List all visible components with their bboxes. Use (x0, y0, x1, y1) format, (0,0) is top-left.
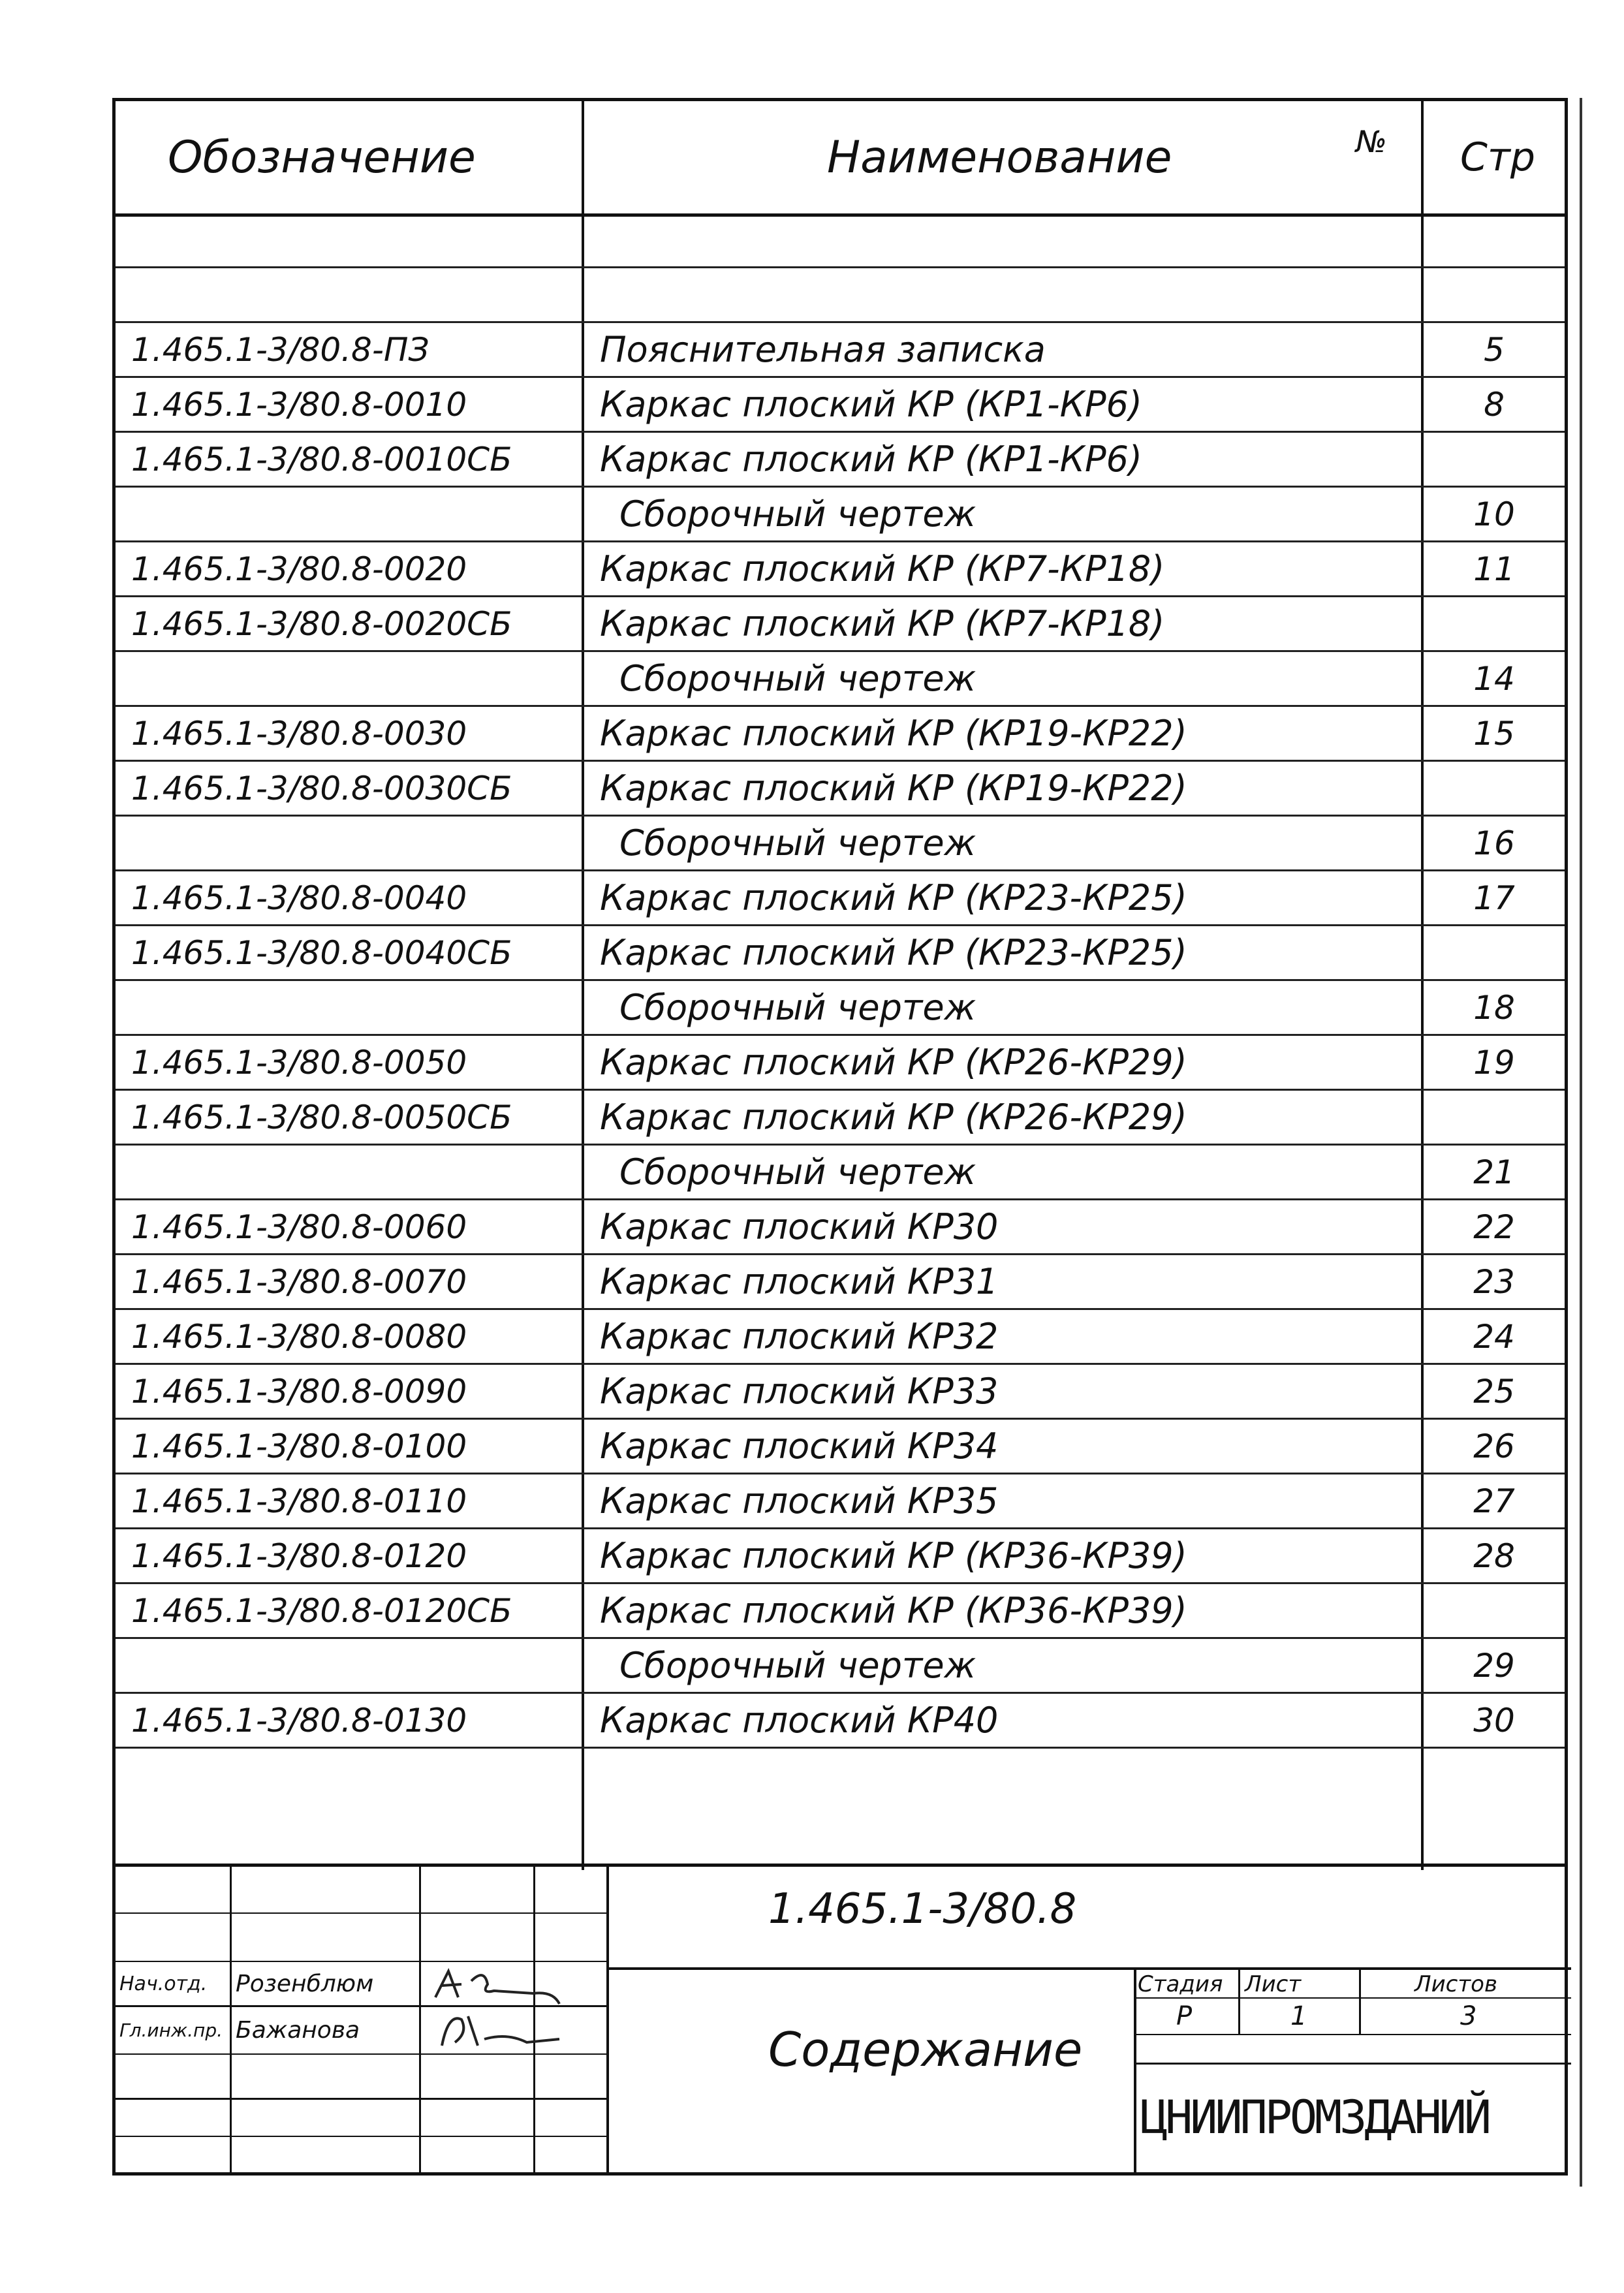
table-row (116, 1584, 1565, 1639)
row-code: 1.465.1-3/80.8-0050 (131, 1043, 467, 1082)
table-row (116, 1146, 1565, 1200)
row-name: Каркас плоский КР (КР26-КР29) (600, 1042, 1187, 1083)
table-row (116, 652, 1565, 707)
contents-table (116, 213, 1565, 1749)
row-page: 17 (1473, 879, 1515, 917)
table-header (116, 101, 1565, 217)
person-rosenblum: Розенблюм (236, 1970, 374, 1997)
row-name: Каркас плоский КР (КР36-КР39) (600, 1590, 1187, 1631)
row-page: 21 (1473, 1153, 1515, 1191)
row-page (1435, 597, 1553, 650)
row-name: Каркас плоский КР34 (600, 1426, 999, 1467)
row-name: Каркас плоский КР40 (600, 1700, 999, 1741)
row-name (600, 213, 1540, 266)
row-page: 25 (1473, 1372, 1515, 1411)
row-page: 30 (1473, 1701, 1515, 1739)
table-row (116, 542, 1565, 597)
row-name: Каркас плоский КР35 (600, 1480, 999, 1521)
stage-label: Стадия (1138, 1971, 1223, 1997)
row-page: 27 (1473, 1482, 1515, 1520)
row-code (131, 817, 582, 869)
row-name: Сборочный чертеж (619, 658, 976, 699)
row-page: 24 (1473, 1317, 1515, 1356)
table-row (116, 1310, 1565, 1365)
table-row (116, 1255, 1565, 1310)
table-row (116, 1420, 1565, 1474)
table-row (116, 1474, 1565, 1529)
row-code: 1.465.1-3/80.8-0070 (131, 1262, 467, 1301)
table-row (116, 1639, 1565, 1694)
row-code: 1.465.1-3/80.8-0010 (131, 385, 467, 424)
row-name: Каркас плоский КР32 (600, 1316, 999, 1357)
title-block (116, 1864, 1565, 2172)
row-code (131, 213, 582, 266)
row-code: 1.465.1-3/80.8-0120СБ (131, 1591, 512, 1630)
page-header: Стр (1460, 134, 1535, 180)
role-head-of-department: Нач.отд. (119, 1972, 208, 1995)
row-name: Каркас плоский КР (КР36-КР39) (600, 1535, 1187, 1576)
row-page (1435, 926, 1553, 979)
table-row (116, 926, 1565, 981)
sheets-value: 3 (1460, 2001, 1477, 2031)
table-row (116, 817, 1565, 871)
table-row (116, 1529, 1565, 1584)
table-row (116, 268, 1565, 323)
table-row (116, 1036, 1565, 1091)
table-row (116, 433, 1565, 488)
row-page: 8 (1484, 385, 1505, 424)
row-name: Каркас плоский КР (КР23-КР25) (600, 932, 1187, 973)
row-code: 1.465.1-3/80.8-0040 (131, 879, 467, 917)
row-name: Каркас плоский КР31 (600, 1261, 999, 1302)
sheets-label: Листов (1414, 1971, 1498, 1997)
row-code (131, 268, 582, 321)
row-code: 1.465.1-3/80.8-0130 (131, 1701, 467, 1739)
designation-header: Обозначение (168, 131, 476, 183)
signature-1 (422, 1965, 579, 2010)
row-name: Сборочный чертеж (619, 987, 976, 1028)
row-page: 15 (1473, 714, 1515, 753)
row-code: 1.465.1-3/80.8-ПЗ (131, 330, 429, 369)
margin-line (1580, 98, 1582, 2187)
row-code (131, 1146, 582, 1198)
row-name: Сборочный чертеж (619, 822, 976, 864)
drawing-sheet (112, 98, 1568, 2176)
row-name: Каркас плоский КР (КР7-КР18) (600, 603, 1165, 644)
document-code: 1.465.1-3/80.8 (768, 1885, 1077, 1933)
name-header: Наименование (827, 131, 1172, 183)
stage-value: Р (1176, 2001, 1193, 2031)
row-name: Каркас плоский КР (КР19-КР22) (600, 768, 1187, 809)
row-page (1435, 213, 1553, 266)
row-code: 1.465.1-3/80.8-0040СБ (131, 933, 512, 972)
table-row (116, 981, 1565, 1036)
row-name: Каркас плоский КР (КР1-КР6) (600, 439, 1142, 480)
table-row (116, 1694, 1565, 1749)
table-row (116, 378, 1565, 433)
sheet-label: Лист (1245, 1971, 1302, 1997)
table-row (116, 488, 1565, 542)
row-code (131, 652, 582, 705)
row-page (1435, 762, 1553, 815)
row-page (1435, 1584, 1553, 1637)
table-row (116, 213, 1565, 268)
row-code: 1.465.1-3/80.8-0010СБ (131, 440, 512, 478)
row-page (1435, 268, 1553, 321)
row-code: 1.465.1-3/80.8-0080 (131, 1317, 467, 1356)
row-page (1435, 433, 1553, 486)
table-row (116, 871, 1565, 926)
signature-2 (422, 2006, 579, 2055)
row-name: Сборочный чертеж (619, 1645, 976, 1686)
table-row (116, 597, 1565, 652)
document-title: Содержание (768, 2022, 1083, 2077)
row-name: Каркас плоский КР (КР19-КР22) (600, 713, 1187, 754)
row-name: Каркас плоский КР33 (600, 1371, 999, 1412)
row-page: 5 (1484, 330, 1505, 369)
table-row (116, 1200, 1565, 1255)
organization-name: ЦНИИПРОМЗДАНИЙ (1140, 2091, 1490, 2144)
row-page (1435, 1091, 1553, 1144)
row-code: 1.465.1-3/80.8-0030СБ (131, 769, 512, 807)
row-name: Сборочный чертеж (619, 493, 976, 535)
row-code: 1.465.1-3/80.8-0120 (131, 1536, 467, 1575)
row-code: 1.465.1-3/80.8-0110 (131, 1482, 467, 1520)
sheet-value: 1 (1290, 2001, 1307, 2031)
row-page: 22 (1473, 1208, 1515, 1246)
number-mark: № (1356, 124, 1387, 159)
row-page: 28 (1473, 1536, 1515, 1575)
table-row (116, 1091, 1565, 1146)
table-row (116, 1365, 1565, 1420)
row-name: Каркас плоский КР30 (600, 1206, 999, 1247)
row-code (131, 981, 582, 1034)
row-name: Сборочный чертеж (619, 1151, 976, 1193)
row-page: 23 (1473, 1262, 1515, 1301)
row-name (600, 268, 1540, 321)
row-name: Каркас плоский КР (КР1-КР6) (600, 384, 1142, 425)
row-code (131, 1639, 582, 1692)
row-page: 14 (1473, 659, 1515, 698)
row-page: 10 (1473, 495, 1515, 533)
role-chief-engineer: Гл.инж.пр. (119, 2019, 223, 2041)
row-page: 18 (1473, 988, 1515, 1027)
row-code: 1.465.1-3/80.8-0100 (131, 1427, 467, 1465)
row-name: Каркас плоский КР (КР23-КР25) (600, 877, 1187, 918)
person-bazhanova: Бажанова (236, 2016, 360, 2044)
row-code: 1.465.1-3/80.8-0020СБ (131, 604, 512, 643)
row-code: 1.465.1-3/80.8-0050СБ (131, 1098, 512, 1136)
row-page: 16 (1473, 824, 1515, 862)
row-page: 11 (1473, 550, 1515, 588)
row-name: Пояснительная записка (600, 329, 1046, 370)
row-code: 1.465.1-3/80.8-0020 (131, 550, 467, 588)
row-code (131, 488, 582, 540)
row-page: 26 (1473, 1427, 1515, 1465)
row-page: 29 (1473, 1646, 1515, 1685)
table-row (116, 323, 1565, 378)
row-name: Каркас плоский КР (КР7-КР18) (600, 548, 1165, 589)
table-row (116, 707, 1565, 762)
row-code: 1.465.1-3/80.8-0090 (131, 1372, 467, 1411)
row-page: 19 (1473, 1043, 1515, 1082)
row-code: 1.465.1-3/80.8-0030 (131, 714, 467, 753)
row-code: 1.465.1-3/80.8-0060 (131, 1208, 467, 1246)
row-name: Каркас плоский КР (КР26-КР29) (600, 1097, 1187, 1138)
table-row (116, 762, 1565, 817)
